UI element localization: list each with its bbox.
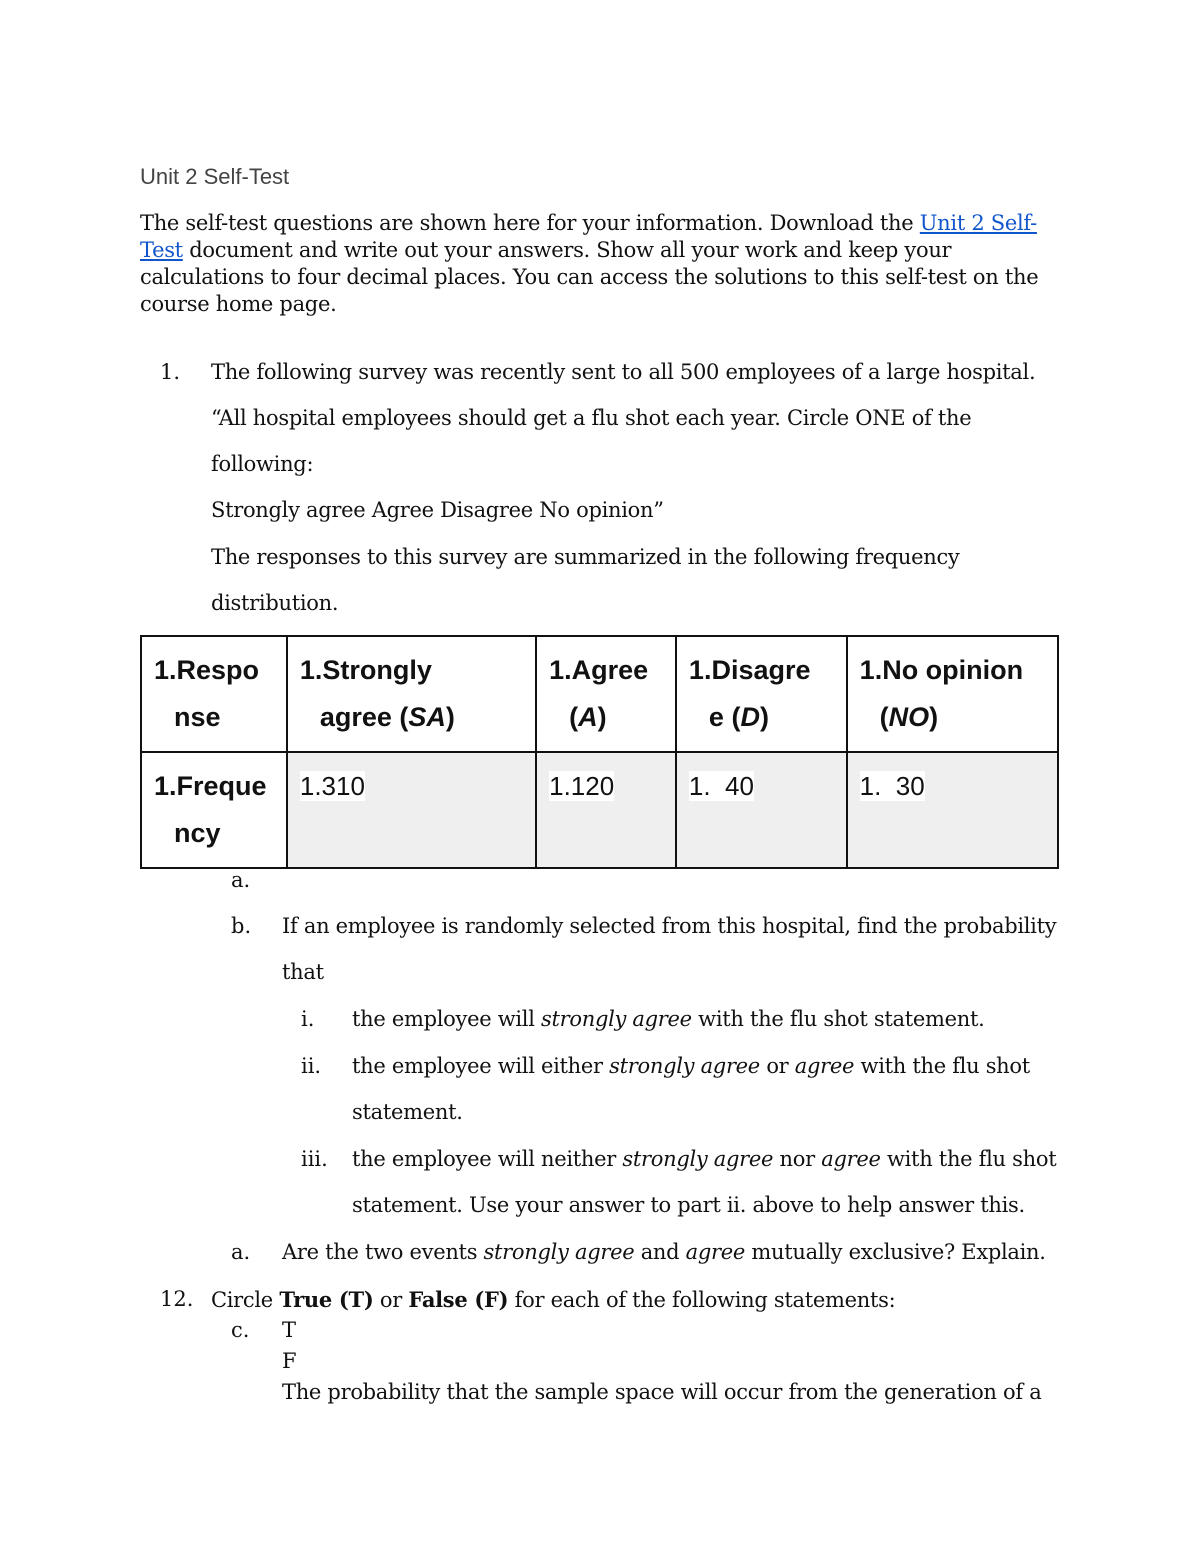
true-option[interactable]: T — [282, 1318, 296, 1342]
statement-text: The probability that the sample space will occur from the generation of a — [282, 1380, 1042, 1404]
table-header-row — [141, 636, 1058, 752]
subpart-ii-text: statement. — [352, 1100, 463, 1124]
table-cell: 1.120 — [536, 752, 676, 868]
part-b-line: that — [282, 960, 324, 984]
false-option[interactable]: F — [282, 1349, 297, 1373]
table-header-cell: 1.Disagre e (D) — [676, 636, 847, 752]
subpart-i-label: i. — [301, 1007, 315, 1031]
table-cell: 1. 40 — [676, 752, 847, 868]
question-1-line: “All hospital employees should get a flu shot each year. Circle ONE of the — [211, 406, 972, 430]
table-row-label: 1.Freque ncy — [141, 752, 287, 868]
question-1-line: The responses to this survey are summarized in the following frequency — [211, 545, 960, 569]
question-12-text: Circle True (T) or False (F) for each of the following statements: — [211, 1287, 896, 1312]
question-1-line: distribution. — [211, 591, 339, 615]
table-cell: 1.310 — [287, 752, 536, 868]
part-a2-label: a. — [231, 1240, 251, 1264]
question-1-number: 1. — [160, 360, 181, 384]
table-header-cell: 1.Respo nse — [141, 636, 287, 752]
part-a-label: a. — [231, 868, 251, 892]
subpart-iii-text: the employee will neither strongly agree nor agree with the flu shot — [352, 1147, 1057, 1171]
subpart-iii-text: statement. Use your answer to part ii. above to help answer this. — [352, 1193, 1025, 1217]
intro-paragraph: The self-test questions are shown here for your information. Download the Unit 2 Self- Test document and write out your answers. Show all your work and keep your calculations to four decimal places. You can access the solutions to this self-test on the course home page. — [140, 211, 1039, 316]
question-12-number: 12. — [160, 1287, 194, 1311]
part-a2-text: Are the two events strongly agree and agree mutually exclusive? Explain. — [282, 1240, 1046, 1264]
table-header-cell: 1.Strongly agree (SA) — [287, 636, 536, 752]
table-header-cell: 1.No opinion (NO) — [847, 636, 1058, 752]
question-1-line: The following survey was recently sent to all 500 employees of a large hospital. — [211, 360, 1036, 384]
subpart-i-text: the employee will strongly agree with the flu shot statement. — [352, 1007, 985, 1031]
part-c-label: c. — [231, 1318, 250, 1342]
table-cell: 1. 30 — [847, 752, 1058, 868]
table-row — [141, 752, 1058, 868]
part-b-line: If an employee is randomly selected from this hospital, find the probability — [282, 914, 1057, 938]
subpart-ii-label: ii. — [301, 1054, 322, 1078]
table-header-cell: 1.Agree (A) — [536, 636, 676, 752]
part-b-label: b. — [231, 914, 252, 938]
subpart-ii-text: the employee will either strongly agree or agree with the flu shot — [352, 1054, 1030, 1078]
subpart-iii-label: iii. — [301, 1147, 328, 1171]
frequency-table — [140, 635, 1059, 869]
question-1-line: following: — [211, 452, 314, 476]
self-test-document-link[interactable]: Unit 2 Self- Test — [140, 211, 1037, 262]
page-title: Unit 2 Self-Test — [140, 164, 290, 189]
question-1-line: Strongly agree Agree Disagree No opinion” — [211, 498, 664, 522]
